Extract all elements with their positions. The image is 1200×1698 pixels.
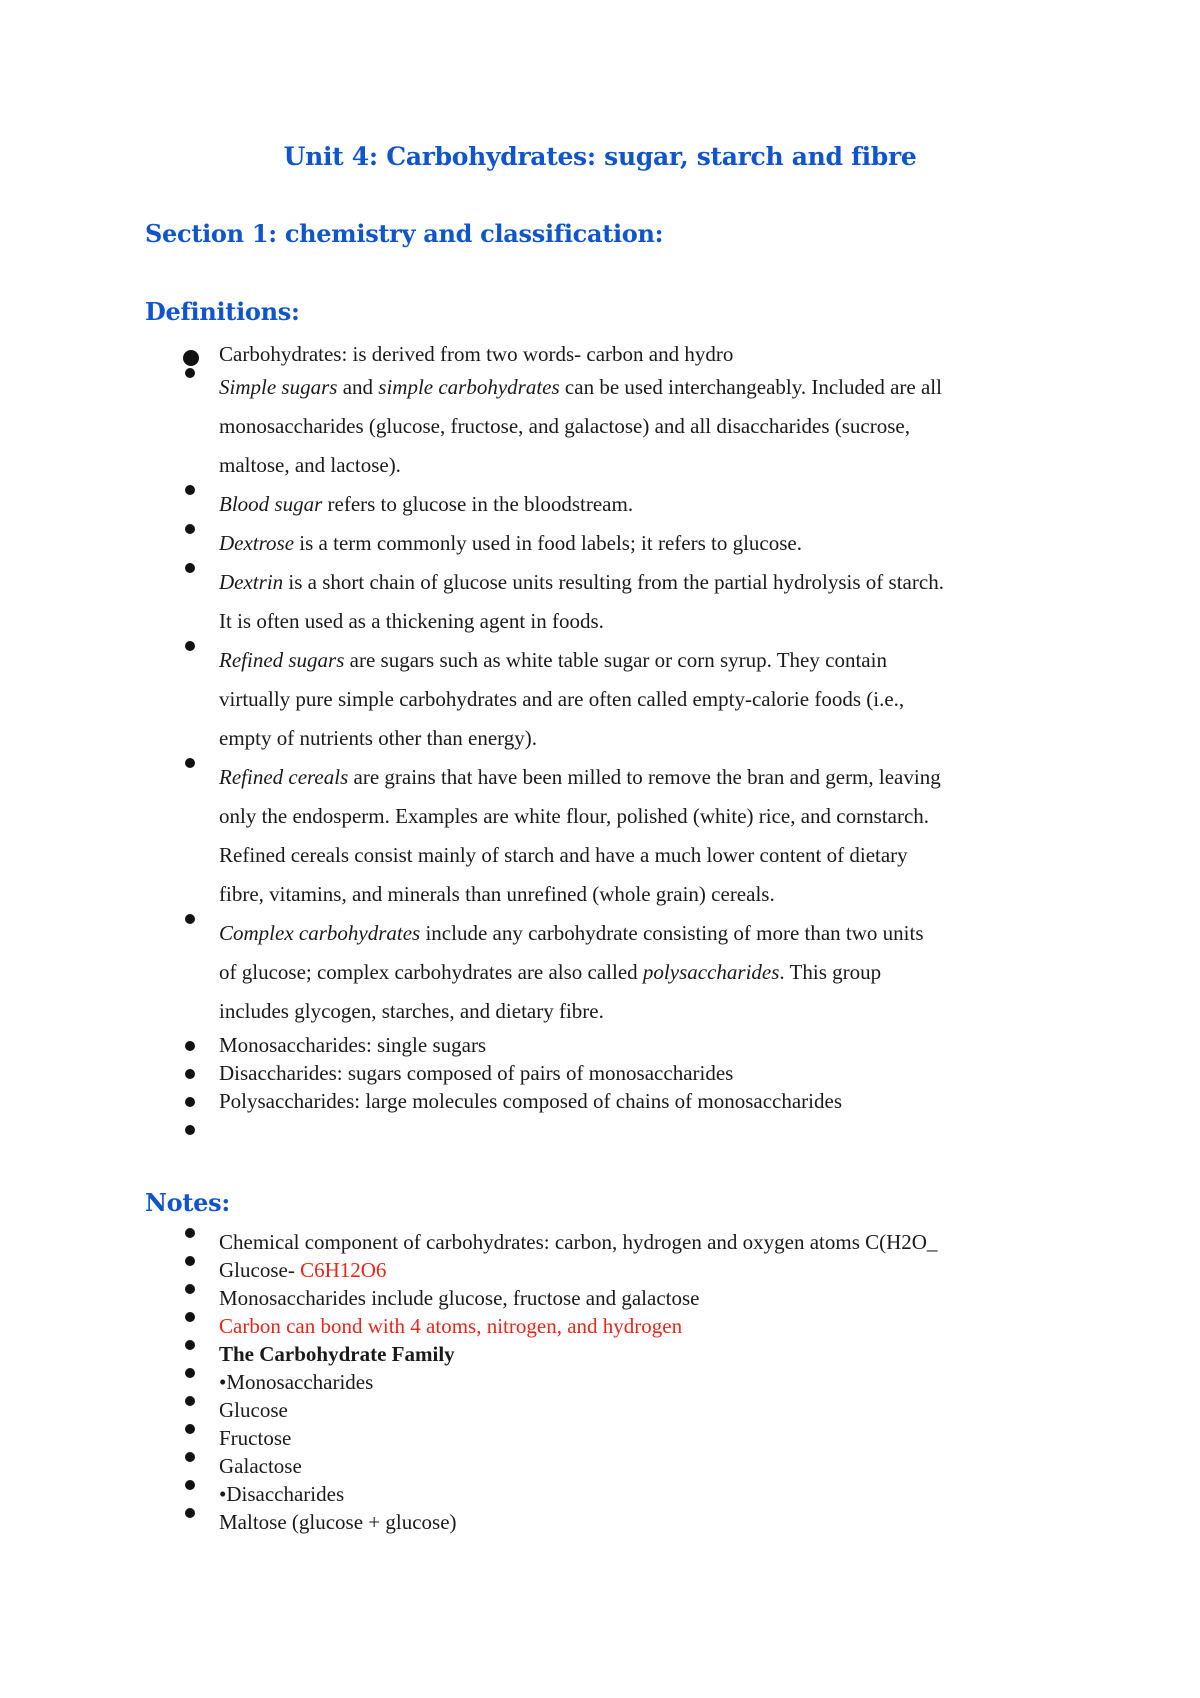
bullet-icon	[185, 1340, 195, 1350]
term: Complex carbohydrates	[219, 921, 421, 945]
list-item-text: It is often used as a thickening agent in foods.	[219, 609, 604, 633]
list-item-text: virtually pure simple carbohydrates and are often called empty-calorie foods (i.e.,	[219, 687, 905, 711]
list-item-text: are sugars such as white table sugar or corn syrup. They contain	[344, 648, 887, 672]
list-item-text: Fructose	[219, 1426, 292, 1450]
bullet-icon	[185, 1069, 195, 1079]
list-item-text: Maltose (glucose + glucose)	[219, 1510, 457, 1534]
list-item-text: Monosaccharides: single sugars	[219, 1033, 487, 1057]
list-item	[185, 1424, 1085, 1452]
bullet-icon	[185, 485, 195, 495]
list-item-text: empty of nutrients other than energy).	[219, 726, 538, 750]
list-item-text: of glucose; complex carbohydrates are also called	[219, 960, 643, 984]
list-item	[185, 368, 1085, 485]
list-item-text: The Carbohydrate Family	[219, 1342, 455, 1366]
list-item-text: is a short chain of glucose units resulting from the partial hydrolysis of starch.	[283, 570, 944, 594]
list-item-text: monosaccharides (glucose, fructose, and galactose) and all disaccharides (sucrose,	[219, 414, 910, 438]
bullet-icon	[185, 1312, 195, 1322]
list-item-text: only the endosperm. Examples are white flour, polished (white) rice, and cornstarch.	[219, 804, 930, 828]
list-item-text: can be used interchangeably. Included are all	[559, 375, 942, 399]
list-item-text: Monosaccharides include glucose, fructose and galactose	[219, 1286, 700, 1310]
list-item-text: Refined cereals consist mainly of starch and have a much lower content of dietary	[219, 843, 908, 867]
bullet-icon	[185, 1284, 195, 1294]
list-item	[185, 1228, 1085, 1256]
list-item-text: maltose, and lactose).	[219, 453, 401, 477]
page-title: Unit 4: Carbohydrates: sugar, starch and fibre	[283, 142, 917, 171]
bullet-icon	[185, 1368, 195, 1378]
list-item-text: and	[337, 375, 379, 399]
list-item	[185, 1256, 1085, 1284]
list-item-text: Polysaccharides: large molecules composed of chains of monosaccharides	[219, 1089, 842, 1113]
list-item	[185, 524, 1085, 563]
list-item	[185, 1312, 1085, 1340]
definitions-list	[185, 340, 1085, 1143]
bullet-icon	[185, 1452, 195, 1462]
list-item	[185, 1480, 1085, 1508]
list-item	[185, 1087, 1085, 1115]
list-item	[185, 340, 1085, 368]
list-item-text: Glucose-	[219, 1258, 301, 1282]
term: polysaccharides	[642, 960, 780, 984]
list-item-text: Chemical component of carbohydrates: carbon, hydrogen and oxygen atoms C(H2O_	[219, 1230, 938, 1254]
term: Simple sugars	[219, 375, 338, 399]
list-item	[185, 1368, 1085, 1396]
list-item	[185, 914, 1085, 1031]
bullet-icon	[185, 1097, 195, 1107]
list-item-text: are grains that have been milled to remove the bran and germ, leaving	[348, 765, 941, 789]
list-item-text: Carbohydrates: is derived from two words- carbon and hydro	[219, 342, 734, 366]
list-item-text: is a term commonly used in food labels; it refers to glucose.	[294, 531, 802, 555]
list-item-text: refers to glucose in the bloodstream.	[322, 492, 634, 516]
bullet-icon	[185, 1041, 195, 1051]
list-item-text: Galactose	[219, 1454, 302, 1478]
definitions-heading: Definitions:	[145, 297, 300, 326]
bullet-icon	[185, 368, 195, 378]
bullet-icon	[185, 1396, 195, 1406]
term: Dextrose	[219, 531, 295, 555]
term: Refined cereals	[219, 765, 349, 789]
bullet-icon	[185, 1480, 195, 1490]
section-heading: Section 1: chemistry and classification:	[145, 219, 664, 248]
list-item	[185, 563, 1085, 641]
term: Blood sugar	[219, 492, 323, 516]
list-item-text	[219, 1117, 224, 1141]
list-item	[185, 1340, 1085, 1368]
list-item	[185, 1396, 1085, 1424]
list-item	[185, 1031, 1085, 1059]
term: simple carbohydrates	[378, 375, 560, 399]
notes-list	[185, 1228, 1085, 1536]
bullet-icon	[185, 524, 195, 534]
bullet-icon	[185, 1125, 195, 1135]
bullet-icon	[185, 641, 195, 651]
bullet-icon	[185, 1424, 195, 1434]
bullet-icon	[185, 1256, 195, 1266]
term: Dextrin	[219, 570, 284, 594]
list-item-text: Glucose	[219, 1398, 288, 1422]
list-item	[185, 1059, 1085, 1087]
list-item-text: Disaccharides: sugars composed of pairs of monosaccharides	[219, 1061, 734, 1085]
list-item-text: fibre, vitamins, and minerals than unrefined (whole grain) cereals.	[219, 882, 775, 906]
list-item-text: include any carbohydrate consisting of more than two units	[420, 921, 924, 945]
list-item	[185, 1508, 1085, 1536]
bullet-icon	[185, 1228, 195, 1238]
notes-heading: Notes:	[145, 1188, 230, 1217]
list-item-text: . This group	[779, 960, 882, 984]
list-item-text: includes glycogen, starches, and dietary fibre.	[219, 999, 604, 1023]
list-item	[185, 1284, 1085, 1312]
bullet-icon	[185, 563, 195, 573]
list-item-text: Carbon can bond with 4 atoms, nitrogen, and hydrogen	[219, 1314, 683, 1338]
list-item	[185, 1452, 1085, 1480]
bullet-icon	[183, 350, 199, 366]
formula-text: C6H12O6	[300, 1258, 387, 1282]
bullet-icon	[185, 1508, 195, 1518]
term: Refined sugars	[219, 648, 345, 672]
list-item	[185, 1115, 1085, 1143]
list-item	[185, 485, 1085, 524]
list-item-text: •Monosaccharides	[219, 1370, 374, 1394]
list-item	[185, 641, 1085, 758]
bullet-icon	[185, 914, 195, 924]
bullet-icon	[185, 758, 195, 768]
list-item-text: •Disaccharides	[219, 1482, 345, 1506]
list-item	[185, 758, 1085, 914]
